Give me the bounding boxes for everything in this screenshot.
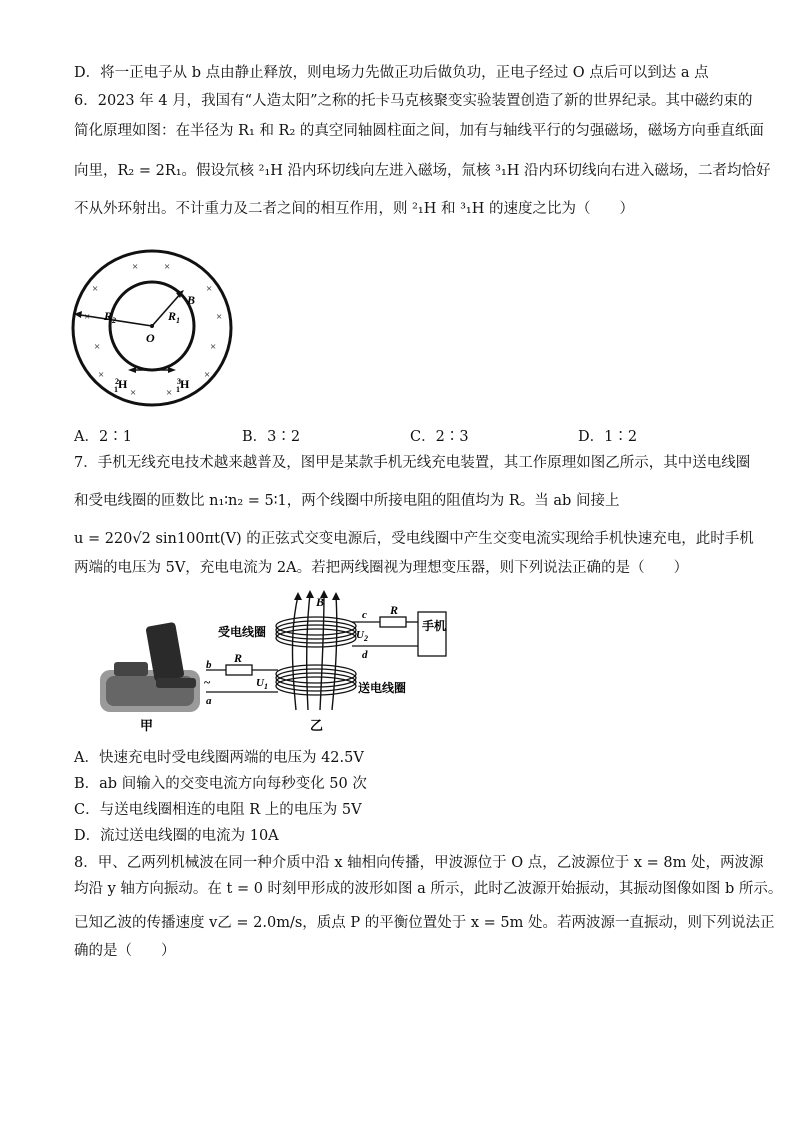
q8-stem-line3: 已知乙波的传播速度 v乙 = 2.0m/s，质点 P 的平衡位置处于 x = 5m 处。若两波源一直振动，则下列说法正 <box>74 915 775 931</box>
q6-magnetic-field-diagram <box>70 248 240 410</box>
cross-mark: × <box>166 387 173 399</box>
label-r2: $R_2$ <box>104 309 117 325</box>
q6-option-c: C．2∶3 <box>410 429 469 445</box>
coil-turn <box>276 625 356 643</box>
arrowhead <box>332 592 340 600</box>
q8-stem-line1: 8．甲、乙两列机械波在同一种介质中沿 x 轴相向传播，甲波源位于 O 点，乙波源位于 x = 8m 处，两波源 <box>74 855 764 871</box>
q6-option-a: A．2∶1 <box>74 429 132 445</box>
q7-stem-line3: u = 220√2 sin100πt(V) 的正弦式交变电源后，受电线圈中产生交变电流实现给手机快速充电，此时手机 <box>74 531 754 547</box>
cross-mark: × <box>92 283 99 295</box>
arrowhead <box>128 367 136 373</box>
label-phone-line1: 手机 <box>422 619 447 633</box>
center-point <box>150 324 154 328</box>
q7-option-d: D．流过送电线圈的电流为 10A <box>74 828 279 844</box>
label-yi: 乙 <box>310 718 324 733</box>
arrowhead <box>168 367 176 373</box>
cross-mark: × <box>204 369 211 381</box>
resistor-r-top <box>380 617 406 627</box>
label-c: c <box>362 609 367 621</box>
ac-source-symbol: ~ <box>204 675 211 689</box>
q8-stem-line4: 确的是（ ） <box>74 943 176 959</box>
label-tritium: $^3$ 1H <box>176 377 190 394</box>
cross-mark: × <box>84 311 91 323</box>
q7-charger-photo <box>96 620 206 736</box>
coil-turn <box>276 677 356 695</box>
resistor-r-bottom <box>226 665 252 675</box>
cross-mark: × <box>98 369 105 381</box>
q7-coil-diagram <box>200 590 450 738</box>
sending-coil <box>276 665 356 695</box>
label-a-terminal: a <box>206 695 212 707</box>
q7-option-c: C．与送电线圈相连的电阻 R 上的电压为 5V <box>74 802 362 818</box>
phone-stand <box>156 678 196 688</box>
q6-option-b: B．3∶2 <box>242 429 301 445</box>
q6-options <box>74 426 734 448</box>
field-line <box>307 594 310 710</box>
label-b-terminal: b <box>206 659 212 671</box>
q7-stem-line2: 和受电线圈的匝数比 n₁∶n₂ = 5∶1，两个线圈中所接电阻的阻值均为 R。当 ab 间接上 <box>74 493 620 509</box>
coil-turn <box>276 621 356 639</box>
label-r-top: R <box>390 603 399 617</box>
label-deuterium: $^2$ 1H <box>114 377 128 394</box>
charging-pad <box>114 662 148 676</box>
label-b: B <box>187 293 196 307</box>
label-o: O <box>146 331 155 345</box>
label-u2: $U_2$ <box>356 629 368 643</box>
coil-turn <box>276 629 356 647</box>
label-jia: 甲 <box>140 718 154 733</box>
q6-stem-line3: 向里，R₂ = 2R₁。假设氘核 ²₁H 沿内环切线向左进入磁场，氚核 ³₁H 沿内环切线向右进入磁场，二者均恰好 <box>74 163 771 179</box>
q6-stem-line4: 不从外环射出。不计重力及二者之间的相互作用，则 ²₁H 和 ³₁H 的速度之比为（ ） <box>74 201 634 217</box>
q8-stem-line2: 均沿 y 轴方向振动。在 t = 0 时刻甲形成的波形如图 a 所示，此时乙波源开始振动，其振动图像如图 b 所示。 <box>74 881 783 897</box>
arrowhead <box>306 590 314 598</box>
receiving-coil <box>276 617 356 647</box>
cross-mark: × <box>216 311 223 323</box>
label-b: B <box>316 595 325 609</box>
q7-option-a: A．快速充电时受电线圈两端的电压为 42.5V <box>74 750 364 766</box>
label-d: d <box>362 649 368 661</box>
label-receiving-coil: 受电线圈 <box>218 625 267 639</box>
q5-option-d: D．将一正电子从 b 点由静止释放，则电场力先做正功后做负功，正电子经过 O 点后可以到达 a 点 <box>74 65 709 81</box>
label-u1: $U_1$ <box>256 677 268 691</box>
cross-mark: × <box>130 387 137 399</box>
cross-mark: × <box>164 261 171 273</box>
magnetic-field-lines <box>293 594 337 710</box>
label-r1: $R_1$ <box>168 309 181 325</box>
coil-turn <box>276 617 356 635</box>
cross-mark: × <box>132 261 139 273</box>
cross-mark: × <box>206 283 213 295</box>
cross-mark: × <box>210 341 217 353</box>
q6-option-d: D．1∶2 <box>578 429 638 445</box>
field-line <box>320 594 324 710</box>
cross-mark: × <box>94 341 101 353</box>
coil-turn <box>276 665 356 683</box>
q7-stem-line1: 7．手机无线充电技术越来越普及，图甲是某款手机无线充电装置，其工作原理如图乙所示，其中送电线圈 <box>74 455 751 471</box>
arrowhead <box>294 592 302 600</box>
coil-turn <box>276 673 356 691</box>
label-sending-coil: 送电线圈 <box>358 681 407 695</box>
coil-turn <box>276 669 356 687</box>
q6-stem-line1: 6．2023 年 4 月，我国有“人造太阳”之称的托卡马克核聚变实验装置创造了新的世界纪录。其中磁约束的 <box>74 93 753 109</box>
q7-stem-line4: 两端的电压为 5V，充电电流为 2A。若把两线圈视为理想变压器，则下列说法正确的是（ ） <box>74 560 689 576</box>
field-line <box>332 596 337 710</box>
label-r-bottom: R <box>234 651 243 665</box>
q6-stem-line2: 简化原理如图：在半径为 R₁ 和 R₂ 的真空同轴圆柱面之间，加有与轴线平行的匀强磁场，磁场方向垂直纸面 <box>74 123 764 139</box>
q7-option-b: B．ab 间输入的交变电流方向每秒变化 50 次 <box>74 776 367 792</box>
